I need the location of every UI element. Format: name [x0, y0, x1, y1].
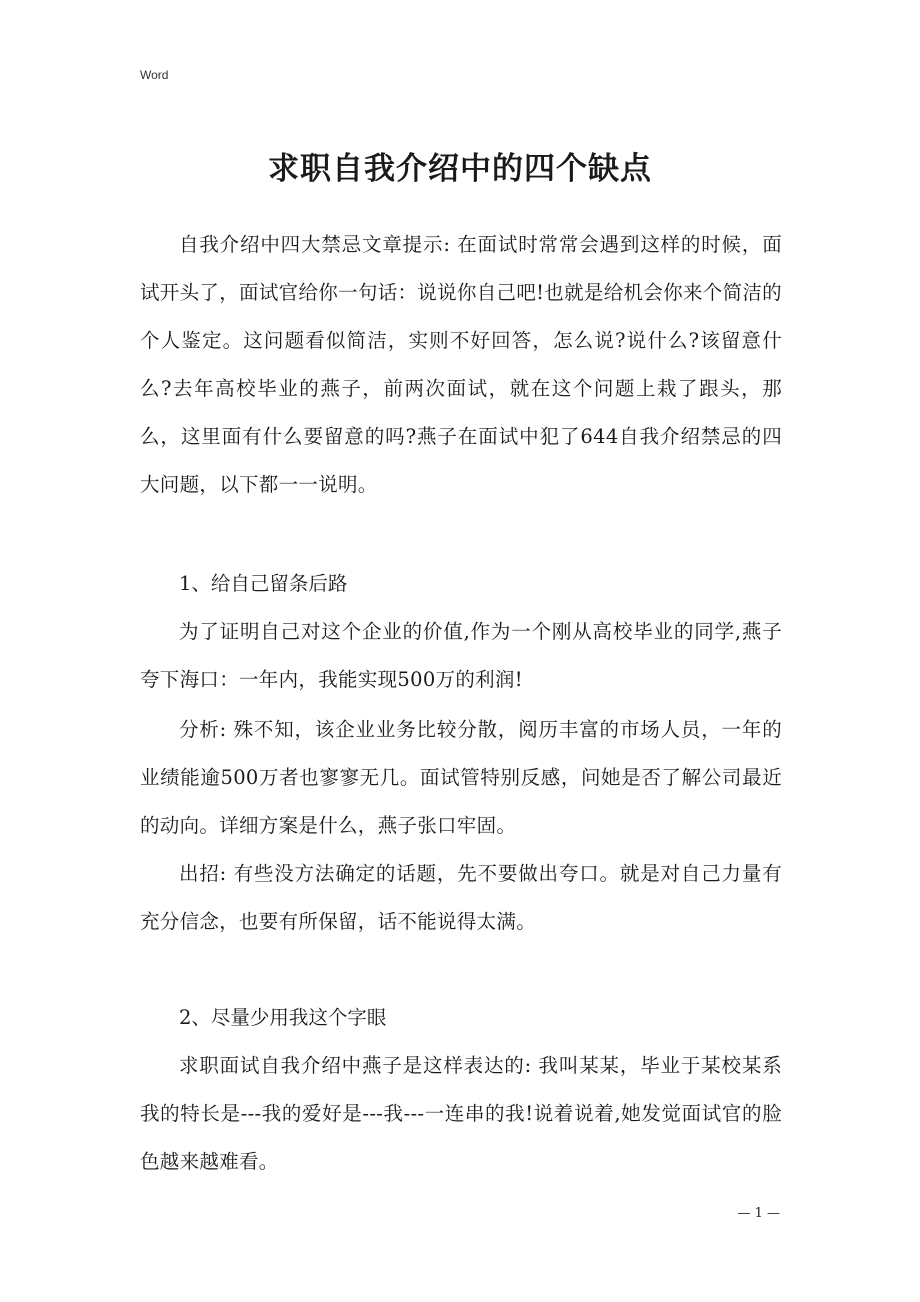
section-1-paragraph-1: 为了证明自己对这个企业的价值,作为一个刚从高校毕业的同学,燕子夸下海口：一年内，我能实现500万的利润!	[140, 620, 782, 691]
section-1-paragraph-3: 出招: 有些没方法确定的话题，先不要做出夸口。就是对自己力量有充分信念，也要有所保留，话不能说得太满。	[140, 862, 782, 933]
page-number: — 1 —	[737, 1206, 780, 1221]
section-1-paragraph-2: 分析: 殊不知，该企业业务比较分散，阅历丰富的市场人员，一年的业绩能逾500万者也寥寥无几。面试管特别反感，问她是否了解公司最近的动向。详细方案是什么，燕子张口牢固。	[140, 718, 782, 837]
section-2-heading: 2、尽量少用我这个字眼	[179, 1006, 387, 1029]
header-label: Word	[140, 68, 169, 82]
section-1-heading: 1、给自己留条后路	[179, 572, 348, 595]
intro-paragraph: 自我介绍中四大禁忌文章提示: 在面试时常常会遇到这样的时候，面试开头了，面试官给你一句话：说说你自己吧!也就是给机会你来个简洁的个人鉴定。这问题看似简洁，实则不好回答，怎么说?说什么?该留意什么?去年高校毕业的燕子，前两次面试，就在这个问题上栽了跟头，那么，这里面有什么要留意的吗?燕子在面试中犯了644自我介绍禁忌的四大问题，以下都一一说明。	[140, 233, 782, 496]
section-2-paragraph-1: 求职面试自我介绍中燕子是这样表达的: 我叫某某，毕业于某校某系我的特长是---我的爱好是---我---一连串的我!说着说着,她发觉面试官的脸色越来越难看。	[140, 1054, 782, 1173]
document-title: 求职自我介绍中的四个缺点	[268, 151, 652, 187]
